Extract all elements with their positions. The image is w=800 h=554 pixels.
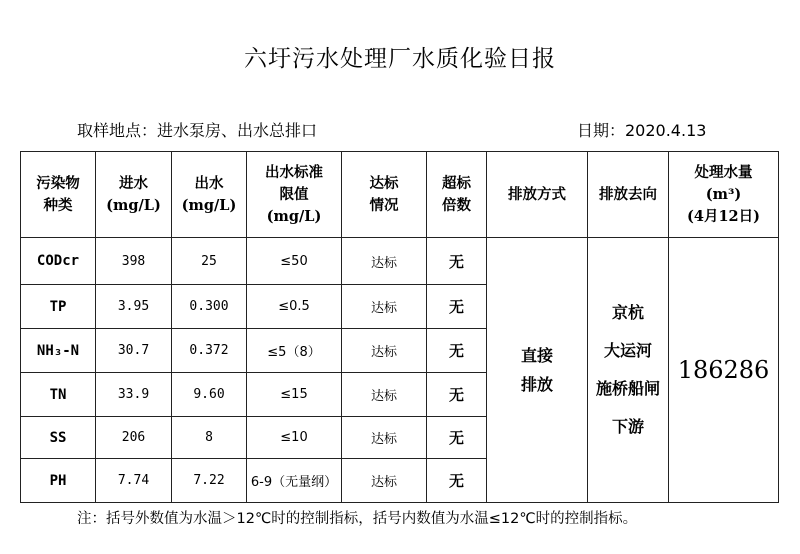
header-discharge-destination: 排放去向 (588, 152, 669, 238)
header-discharge-method: 排放方式 (487, 152, 588, 238)
inflow-cell: 3.95 (96, 285, 172, 329)
inflow-cell: 398 (96, 238, 172, 285)
header-pollutant-type: 污染物 种类 (21, 152, 96, 238)
report-title: 六圩污水处理厂水质化验日报 (244, 46, 556, 72)
exceed-cell: 无 (427, 373, 487, 417)
outflow-cell: 8 (172, 417, 247, 459)
limit-cell: ≤50 (247, 238, 342, 285)
exceed-cell: 无 (427, 329, 487, 373)
pollutant-cell: TN (21, 373, 96, 417)
footnote: 注：括号外数值为水温＞12℃时的控制指标，括号内数值为水温≤12℃时的控制指标。 (77, 511, 638, 527)
pollutant-cell: PH (21, 459, 96, 503)
outflow-cell: 7.22 (172, 459, 247, 503)
limit-cell: ≤0.5 (247, 285, 342, 329)
compliance-cell: 达标 (342, 238, 427, 285)
compliance-cell: 达标 (342, 459, 427, 503)
inflow-cell: 30.7 (96, 329, 172, 373)
header-treated-volume: 处理水量 (m³) (4月12日) (669, 152, 779, 238)
compliance-cell: 达标 (342, 285, 427, 329)
limit-cell: 6-9（无量纲） (247, 459, 342, 503)
inflow-cell: 7.74 (96, 459, 172, 503)
header-compliance: 达标 情况 (342, 152, 427, 238)
discharge-destination-cell: 京杭 大运河 施桥船闸 下游 (588, 238, 669, 503)
pollutant-cell: SS (21, 417, 96, 459)
sampling-location: 取样地点：进水泵房、出水总排口 (77, 121, 318, 140)
discharge-method-cell: 直接 排放 (487, 238, 588, 503)
outflow-cell: 9.60 (172, 373, 247, 417)
compliance-cell: 达标 (342, 329, 427, 373)
pollutant-cell: CODcr (21, 238, 96, 285)
report-date: 日期：2020.4.13 (577, 121, 707, 140)
inflow-cell: 33.9 (96, 373, 172, 417)
pollutant-cell: TP (21, 285, 96, 329)
limit-cell: ≤5（8） (247, 329, 342, 373)
compliance-cell: 达标 (342, 417, 427, 459)
compliance-cell: 达标 (342, 373, 427, 417)
exceed-cell: 无 (427, 417, 487, 459)
water-quality-table (20, 151, 779, 503)
exceed-cell: 无 (427, 285, 487, 329)
header-outflow: 出水 (mg/L) (172, 152, 247, 238)
header-exceed-ratio: 超标 倍数 (427, 152, 487, 238)
outflow-cell: 0.372 (172, 329, 247, 373)
outflow-cell: 0.300 (172, 285, 247, 329)
treated-volume-cell: 186286 (669, 238, 779, 503)
limit-cell: ≤10 (247, 417, 342, 459)
outflow-cell: 25 (172, 238, 247, 285)
limit-cell: ≤15 (247, 373, 342, 417)
header-inflow: 进水 (mg/L) (96, 152, 172, 238)
inflow-cell: 206 (96, 417, 172, 459)
table-row (21, 238, 779, 285)
header-limit: 出水标准 限值 (mg/L) (247, 152, 342, 238)
exceed-cell: 无 (427, 238, 487, 285)
table-header-row (21, 152, 779, 238)
exceed-cell: 无 (427, 459, 487, 503)
pollutant-cell: NH₃-N (21, 329, 96, 373)
